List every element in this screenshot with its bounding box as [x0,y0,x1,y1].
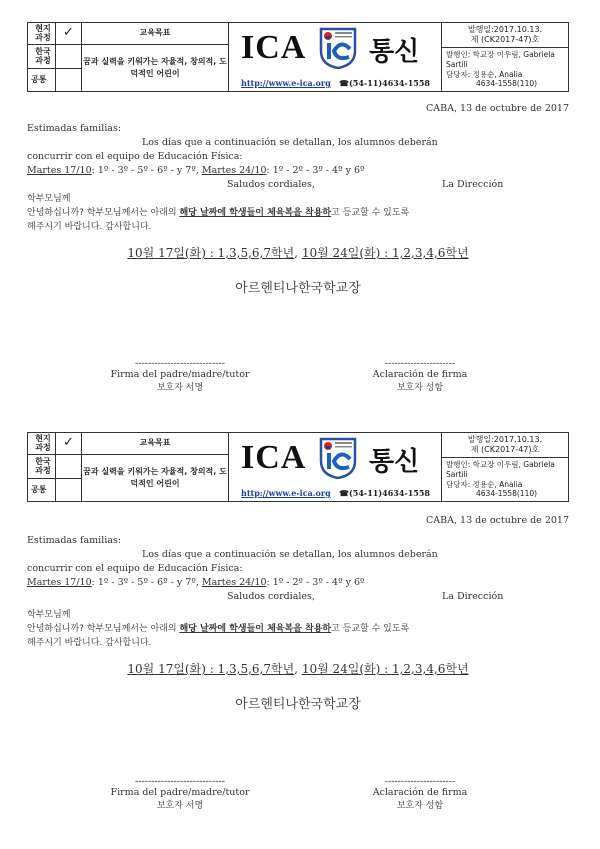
signature-block-2 [345,776,495,811]
summary-day1: 10월 17일(화) : 1,3,5,6,7학년 [127,662,295,676]
signature-block-2 [345,358,495,393]
row-check-common [56,69,82,91]
contact-phone: 4634-1558(110) [476,79,538,89]
body-ko-post: 고 등교할 수 있도록 [331,208,410,218]
brand-block [229,23,442,91]
date-line: CABA, 13 de octubre de 2017 [426,515,569,526]
signature-label-1-es: Firma del padre/madre/tutor [110,369,250,380]
greeting-es: Estimadas familias: [27,123,122,134]
row-check-korean [56,45,82,69]
summary-separator: , [294,246,302,260]
schedule-line [27,576,569,590]
body-ko-emphasis: 해당 날짜에 학생들이 체육복을 착용하 [179,208,332,218]
issue-number: 제 (CK2017-47)호 [470,35,540,44]
curriculum-table [28,23,229,91]
signature-label-2-ko: 보호자 성함 [396,801,444,811]
signature-label-2-ko: 보호자 성함 [396,383,444,393]
issue-number: 제 (CK2017-47)호 [470,445,540,454]
publisher: 발행인: 학교장 이우림, Gabriela Sartili [446,50,555,69]
issue-info [442,433,568,501]
body-ko-emphasis: 해당 날짜에 학생들이 체육복을 착용하 [179,624,332,634]
body-ko-2: 해주시기 바랍니다. 감사합니다. [27,222,152,232]
signature-block-1 [90,776,270,811]
schedule-day2-grades: : 1º - 2º - 3º - 4º y 6º [266,165,365,176]
goal-title: 교육목표 [82,23,228,45]
notice-body [27,102,569,296]
contact: 담당자: 정용순, Analia [446,69,523,79]
schedule-day1-label: Martes 17/10 [27,165,92,176]
closing: Saludos cordiales, [227,179,315,190]
signature-block-1 [90,358,270,393]
signature-label-1-ko: 보호자 서명 [156,383,204,393]
principal-title: 아르헨티나한국학교장 [235,281,361,296]
website-link[interactable]: http://www.e-ica.org [241,488,331,498]
schedule-line [27,164,569,178]
schedule-day2-label: Martes 24/10 [201,577,267,588]
schedule-day1-grades: : 1º - 3º - 5º - 6º - y 7º, [91,165,199,176]
body-ko-2: 해주시기 바랍니다. 감사합니다. [27,638,152,648]
schedule-day1-label: Martes 17/10 [27,577,92,588]
date-line: CABA, 13 de octubre de 2017 [426,103,569,114]
brand-block [229,433,442,501]
body-es-2: concurrir con el equipo de Educación Física: [27,151,243,162]
row-label-common: 공통 [28,479,56,501]
row-label-local: 현지 과정 [28,433,56,455]
signature-line-1: ---------------------------- [135,358,225,369]
signature-line-1: ---------------------------- [135,776,225,787]
brand-name: ICA [241,439,307,476]
publisher: 발행인: 학교장 이우림, Gabriela Sartili [446,460,555,479]
notice-bottom [0,432,600,842]
signature-label-1-es: Firma del padre/madre/tutor [110,787,250,798]
goal-text: 꿈과 실력을 키워가는 자율적, 창의적, 도덕적인 어린이 [83,467,227,488]
row-label-korean: 한국 과정 [28,455,56,479]
body-ko-post: 고 등교할 수 있도록 [331,624,410,634]
curriculum-table [28,433,229,501]
summary-separator: , [294,662,302,676]
signoff: La Dirección [442,591,504,602]
ica-logo-icon [319,27,357,69]
issue-info [442,23,568,91]
issue-date: 발행일:2017.10.13. [467,24,543,34]
notice-header [27,432,569,502]
signature-label-2-es: Aclaración de firma [372,787,468,798]
body-ko-1 [27,622,569,636]
body-ko-pre: 안녕하십니까? 학부모님께서는 아래의 [27,208,180,218]
issue-date: 발행일:2017.10.13. [467,434,543,444]
greeting-ko: 학부모님께 [27,610,71,620]
checkmark-icon: ✓ [56,23,82,45]
body-ko-1 [27,206,569,220]
body-es-2: concurrir con el equipo de Educación Física: [27,563,243,574]
brand-name: ICA [241,29,307,66]
body-es-1: Los días que a continuación se detallan, los alumnos deberán [142,137,438,148]
row-label-korean: 한국 과정 [28,45,56,69]
greeting-ko: 학부모님께 [27,194,71,204]
signature-line-2: ---------------------- [384,776,456,787]
schedule-day1-grades: : 1º - 3º - 5º - 6º - y 7º, [91,577,199,588]
body-es-1: Los días que a continuación se detallan, los alumnos deberán [142,549,438,560]
summary-day1: 10월 17일(화) : 1,3,5,6,7학년 [127,246,295,260]
goal-title: 교육목표 [82,433,228,455]
goal-text: 꿈과 실력을 키워가는 자율적, 창의적, 도덕적인 어린이 [83,57,227,78]
brand-title: 통신 [369,447,420,477]
summary-line [27,662,569,676]
row-label-common: 공통 [28,69,56,91]
signature-label-2-es: Aclaración de firma [372,369,468,380]
brand-title: 통신 [369,37,420,67]
summary-day2: 10월 24일(화) : 1,2,3,4,6학년 [301,662,469,676]
summary-line [27,246,569,260]
ica-logo-icon [319,437,357,479]
phone-number: ☎(54-11)4634-1558 [339,488,430,498]
greeting-es: Estimadas familias: [27,535,122,546]
body-ko-pre: 안녕하십니까? 학부모님께서는 아래의 [27,624,180,634]
signature-label-1-ko: 보호자 서명 [156,801,204,811]
row-check-korean [56,455,82,479]
closing: Saludos cordiales, [227,591,315,602]
phone-number: ☎(54-11)4634-1558 [339,78,430,88]
signoff: La Dirección [442,179,504,190]
contact-phone: 4634-1558(110) [476,489,538,499]
notice-top [0,22,600,422]
notice-body [27,514,569,712]
row-label-local: 현지 과정 [28,23,56,45]
contact: 담당자: 정용순, Analia [446,479,523,489]
notice-header [27,22,569,92]
principal-title: 아르헨티나한국학교장 [235,697,361,712]
website-link[interactable]: http://www.e-ica.org [241,78,331,88]
summary-day2: 10월 24일(화) : 1,2,3,4,6학년 [301,246,469,260]
schedule-day2-grades: : 1º - 2º - 3º - 4º y 6º [266,577,365,588]
checkmark-icon: ✓ [56,433,82,455]
schedule-day2-label: Martes 24/10 [201,165,267,176]
signature-line-2: ---------------------- [384,358,456,369]
row-check-common [56,479,82,501]
